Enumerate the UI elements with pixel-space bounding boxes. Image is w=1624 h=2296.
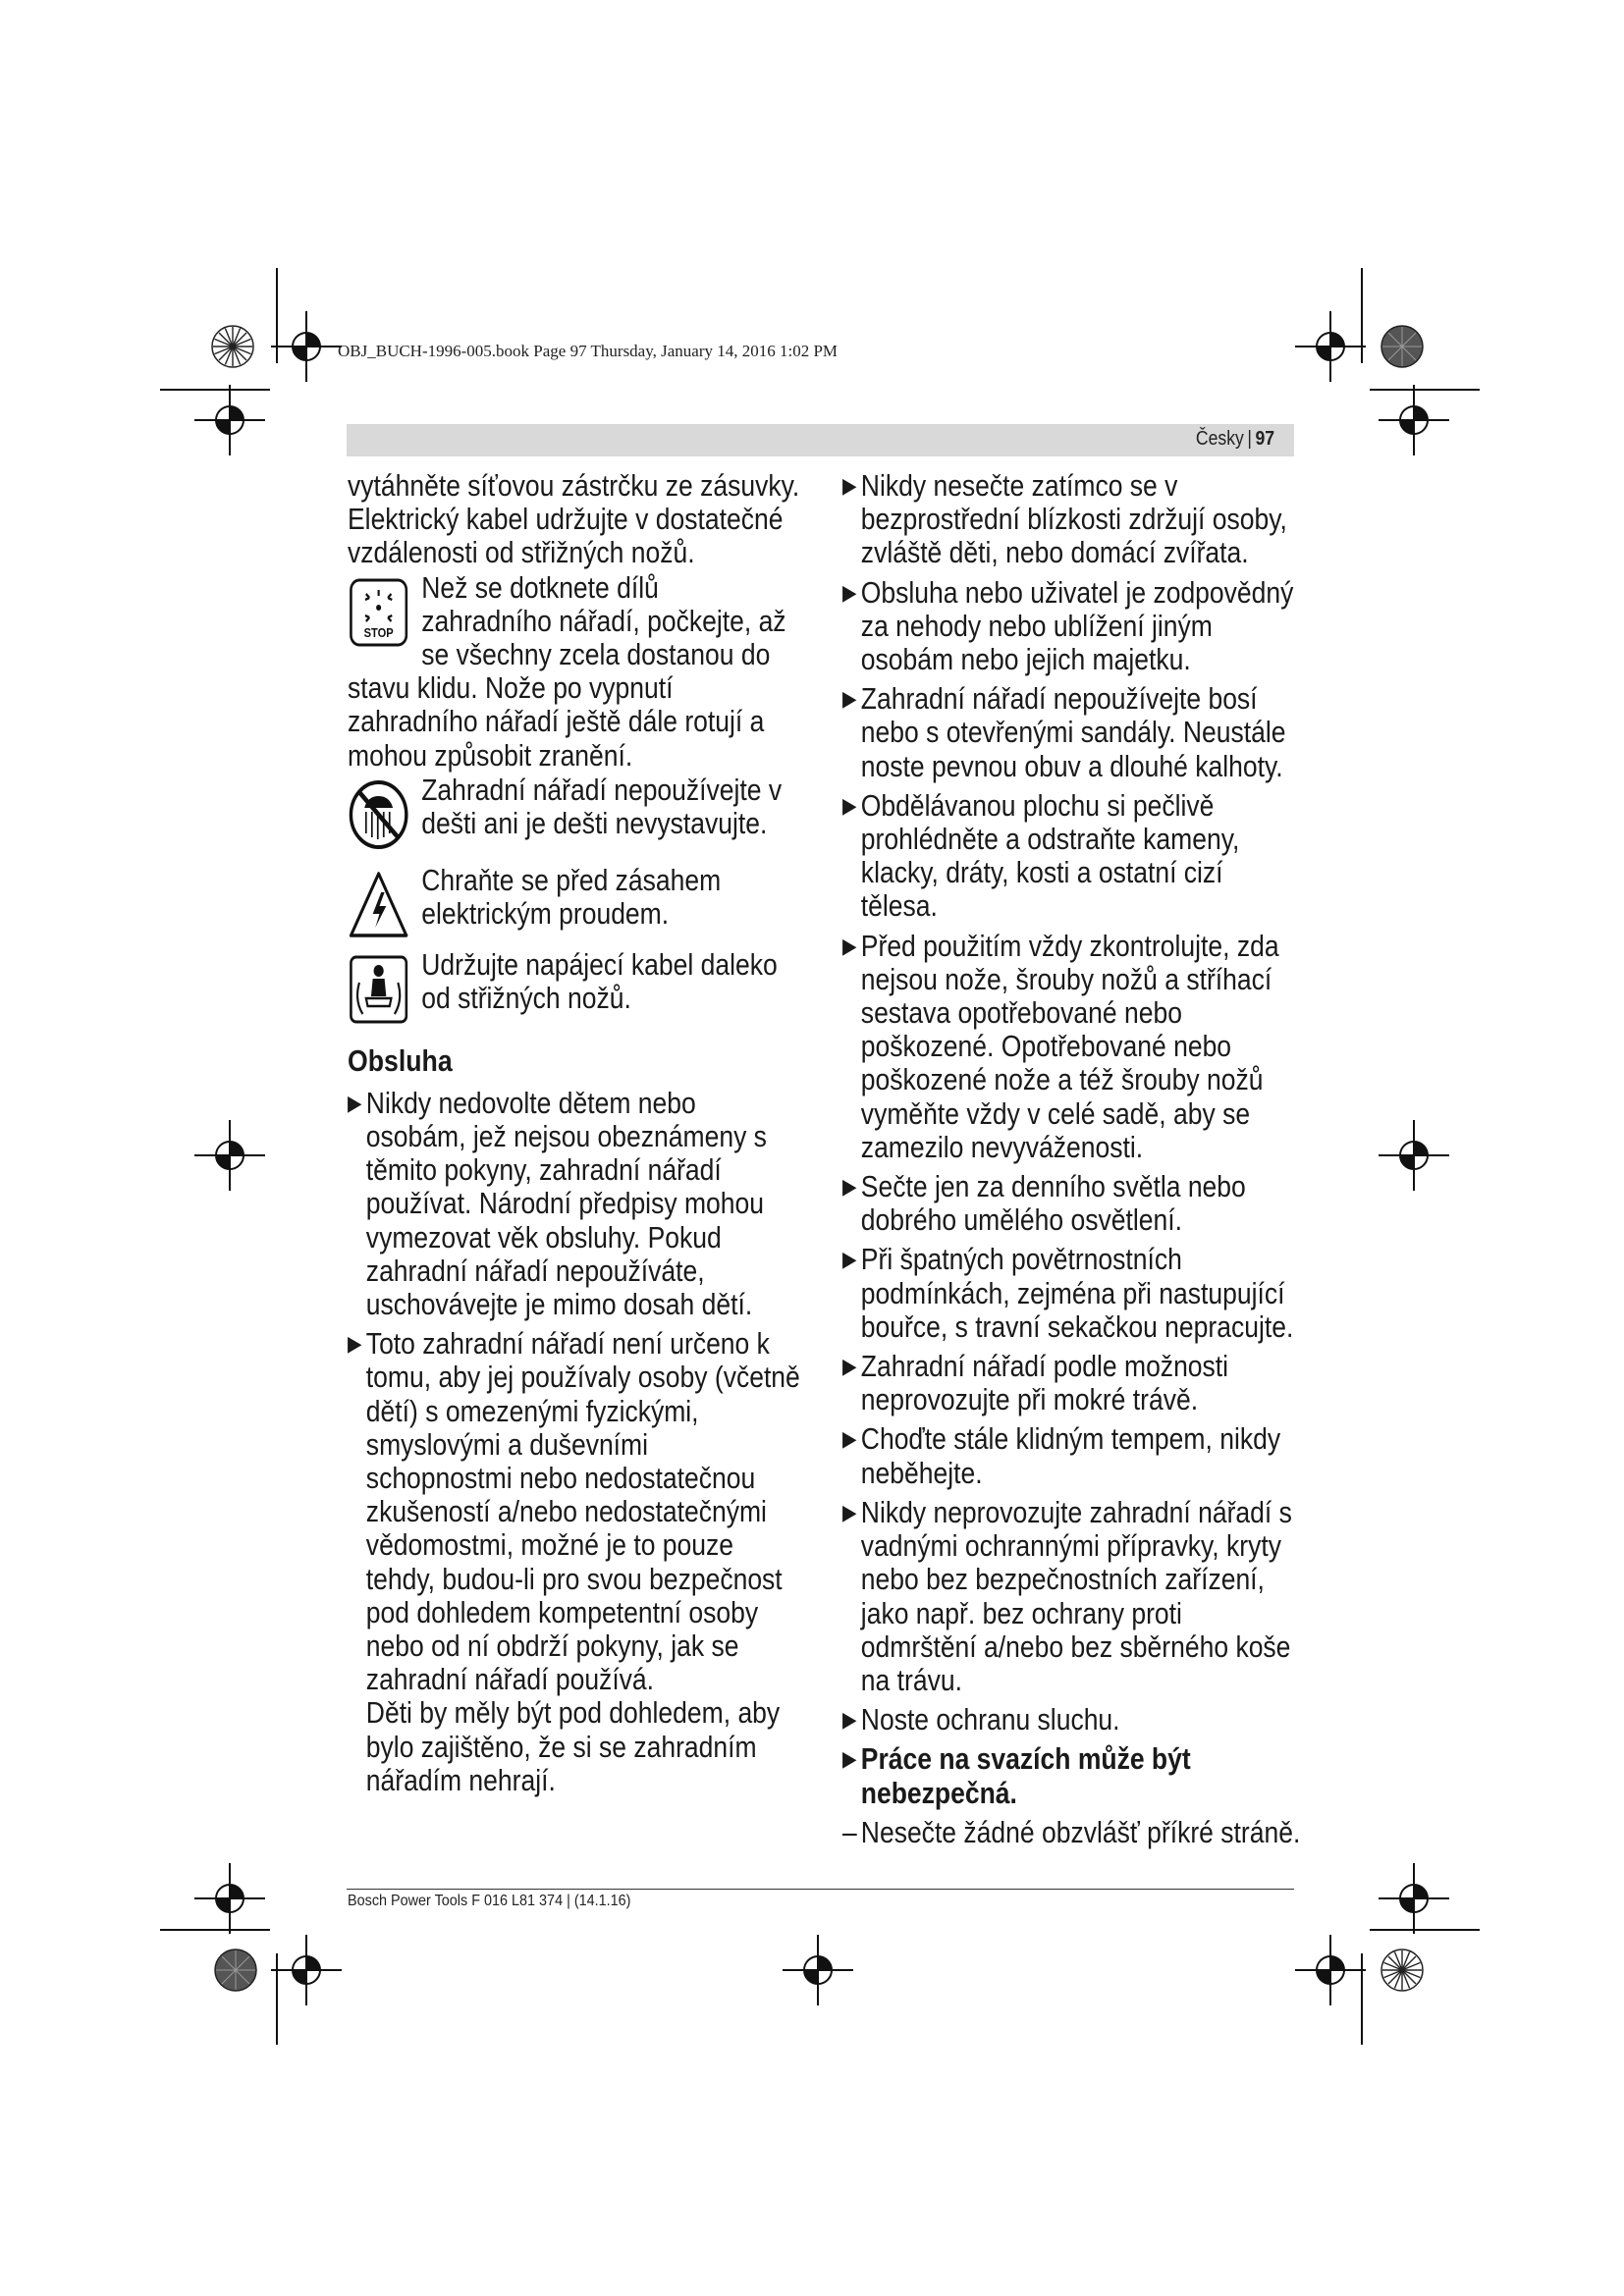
bullet-line: na trávu. (860, 1662, 962, 1697)
bullet-line: Sečte jen za denního světla nebo (860, 1169, 1246, 1204)
bullet-item (842, 789, 1304, 924)
bullet-line: vyměňte vždy v celé sadě, aby se (860, 1095, 1251, 1131)
bullet-line: Choďte stále klidným tempem, nikdy (860, 1421, 1281, 1457)
cable-away-from-blades-icon (348, 953, 409, 1026)
bullet-line: neběhejte. (860, 1455, 983, 1490)
bullet-text (861, 1422, 1304, 1489)
footer-rule (347, 1889, 1294, 1890)
shock-notice-text (421, 864, 809, 941)
bullet-line: nejsou nože, šrouby nožů a stříhací (860, 961, 1272, 996)
stop-notice (348, 569, 809, 672)
header-language: Česky (1195, 428, 1244, 450)
bullet-line: nářadím nehrají. (365, 1762, 556, 1797)
bullet-line: jako např. bez ochrany proti (860, 1595, 1182, 1630)
bullet-marker: ▶ (842, 1426, 857, 1452)
bullet-line: nebo bez bezpečnostních zařízení, (860, 1562, 1265, 1597)
bullet-item (348, 1327, 809, 1797)
bullet-line: Nikdy nedovolte dětem nebo (365, 1085, 696, 1120)
bullet-line: bezprostřední blízkosti zdržují osoby, (860, 502, 1287, 537)
bullet-marker: ▶ (842, 686, 857, 712)
bullet-marker: ▶ (842, 1499, 857, 1524)
bullet-item (842, 1703, 1304, 1736)
intro-line: vytáhněte síťovou zástrčku ze zásuvky. (348, 468, 800, 503)
bullet-text (861, 1703, 1304, 1736)
bullet-line: Obdělávanou plochu si pečlivě (860, 787, 1215, 823)
left-column (348, 469, 809, 1803)
bullet-line: zahradní nářadí nepoužíváte, (365, 1253, 705, 1288)
bullet-marker: ▶ (348, 1331, 362, 1357)
dash-marker: – (842, 1814, 857, 1849)
bullet-item (842, 1422, 1304, 1489)
print-slug-line: OBJ_BUCH-1996-005.book Page 97 Thursday, January 14, 2016 1:02 PM (338, 342, 839, 360)
rain-notice (348, 772, 809, 851)
bullet-line: Před použitím vždy zkontrolujte, zda (860, 928, 1279, 963)
bullet-line: klacky, dráty, kosti a ostatní cizí tělesa. (860, 855, 1223, 924)
bullet-line: Práce na svazích může být (860, 1741, 1191, 1777)
bullet-line: sestava opotřebované nebo (860, 995, 1182, 1031)
bullet-line: prohlédněte a odstraňte kameny, (860, 822, 1240, 857)
bullet-line: těmito pokyny, zahradní nářadí (365, 1152, 722, 1188)
stop-notice-continuation: mohou způsobit zranění. (348, 737, 633, 773)
bullet-line: uschovávejte je mimo dosah dětí. (365, 1287, 753, 1322)
header-label (1196, 428, 1274, 451)
bullet-marker: ▶ (842, 933, 857, 958)
bullet-item (842, 1742, 1304, 1809)
page-number: 97 (1255, 428, 1274, 450)
bullet-line: Obsluha nebo uživatel je zodpovědný (860, 574, 1294, 610)
bullet-line: dětí) s omezenými fyzickými, (365, 1393, 699, 1428)
bullet-line: používat. Národní předpisy mohou (365, 1186, 764, 1221)
bullet-line: zkušeností a/nebo nedostatečnými (365, 1494, 767, 1529)
left-bullets-text (348, 1087, 809, 1797)
cable-notice-line: od střižných nožů. (421, 981, 631, 1016)
bullet-item (842, 576, 1304, 677)
bullet-text (861, 1742, 1304, 1809)
no-rain-icon (348, 778, 409, 851)
bullet-text (366, 1087, 809, 1321)
bullet-text (861, 1170, 1304, 1237)
bullet-line: bouřce, s travní sekačkou nepracujte. (860, 1308, 1294, 1344)
bullet-marker: ▶ (842, 1247, 857, 1272)
bullet-line: neprovozujte při mokré trávě. (860, 1382, 1199, 1417)
shock-notice-line: Chraňte se před zásahem (421, 862, 722, 897)
cable-notice-text (421, 948, 809, 1026)
bullet-item (842, 1170, 1304, 1237)
bullet-line: noste pevnou obuv a dlouhé kalhoty. (860, 748, 1283, 783)
bullet-text (861, 576, 1304, 677)
bullet-line: Při špatných povětrnostních (860, 1242, 1182, 1277)
bullet-line: poškozené nože a též šrouby nožů (860, 1062, 1264, 1097)
bullet-text (366, 1327, 809, 1797)
stop-notice-continuation: stavu klidu. Nože po vypnutí (348, 670, 674, 706)
bullet-line: nebezpečná. (860, 1775, 1017, 1810)
stop-notice-line: se všechny zcela dostanou do (421, 637, 771, 672)
stop-notice-continuation: zahradního nářadí ještě dále rotují a (348, 704, 765, 739)
dash-item-text: Nesečte žádné obzvlášť příkré stráně. (860, 1814, 1301, 1849)
cable-notice (348, 946, 809, 1026)
electric-shock-warning-icon (348, 869, 409, 941)
bullet-line: osobám nebo jejich majetku. (860, 642, 1191, 677)
bullet-text (861, 1243, 1304, 1344)
left-bullet-list (348, 1087, 809, 1797)
rain-notice-text (421, 774, 809, 851)
bullet-line: dobrého umělého osvětlení. (860, 1202, 1182, 1238)
bullet-text (861, 930, 1304, 1164)
bullet-text (861, 682, 1304, 783)
bullet-line: osobám, jež nejsou obeznámeny s (365, 1119, 767, 1154)
intro-line: Elektrický kabel udržujte v dostatečné (348, 502, 784, 537)
bullet-line: podmínkách, zejména při nastupující (860, 1275, 1285, 1310)
bullet-line: smyslovými a duševními (365, 1426, 649, 1462)
stop-wait-icon (348, 576, 409, 649)
bullet-line: nebo od ní obdrží pokyny, jak se (365, 1629, 739, 1664)
bullet-line: za nehody nebo ublížení jiným (860, 608, 1213, 643)
right-bullet-list (842, 469, 1304, 1810)
bullet-line: vymezovat věk obsluhy. Pokud (365, 1219, 722, 1255)
bullet-line: vadnými ochrannými přípravky, kryty (860, 1528, 1281, 1564)
bullet-item (842, 469, 1304, 570)
bullet-line: zahradní nářadí používá. (365, 1662, 655, 1697)
bullet-line: Děti by měly být pod dohledem, aby (365, 1695, 781, 1731)
bullet-item (842, 1350, 1304, 1416)
bullet-line: Zahradní nářadí podle možnosti (860, 1349, 1229, 1384)
bullet-line: bylo zajištěno, že si se zahradním (365, 1729, 757, 1764)
intro-line: vzdálenosti od střižných nožů. (348, 535, 695, 570)
bullet-item (842, 930, 1304, 1164)
bullet-line: Noste ochranu sluchu. (860, 1702, 1120, 1737)
bullet-marker: ▶ (842, 792, 857, 818)
bullet-text (861, 1350, 1304, 1416)
left-column-text (348, 469, 809, 1026)
bullet-item (842, 1243, 1304, 1344)
bullet-marker: ▶ (842, 1746, 857, 1772)
bullet-line: Zahradní nářadí nepoužívejte bosí (860, 681, 1258, 717)
right-column-text (842, 469, 1304, 1849)
shock-notice (348, 862, 809, 941)
bullet-line: Nikdy neprovozujte zahradní nářadí s (860, 1494, 1292, 1529)
bullet-line: zamezilo nevyváženosti. (860, 1129, 1144, 1164)
bullet-line: odmrštění a/nebo bez sběrného koše (860, 1629, 1291, 1664)
bullet-text (861, 789, 1304, 924)
bullet-item (842, 1496, 1304, 1697)
bullet-item (348, 1087, 809, 1321)
bullet-item (842, 682, 1304, 783)
section-heading-obsluha: Obsluha (348, 1042, 453, 1078)
svg-text:STOP: STOP (363, 624, 394, 640)
bullet-marker: ▶ (842, 1707, 857, 1733)
bullet-line: Nikdy nesečte zatímco se v (860, 468, 1178, 503)
stop-notice-line: Než se dotknete dílů (421, 569, 659, 605)
bullet-line: pod dohledem kompetentní osoby (365, 1594, 759, 1629)
bullet-line: tomu, aby jej používaly osoby (včetně (365, 1360, 800, 1395)
bullet-line: Toto zahradní nářadí není určeno k (365, 1326, 770, 1362)
bullet-line: poškozené. Opotřebované nebo (860, 1029, 1232, 1064)
bullet-marker: ▶ (842, 579, 857, 605)
page-footer: Bosch Power Tools F 016 L81 374 | (14.1.16) (348, 1893, 631, 1909)
bullet-line: nebo s otevřenými sandály. Neustále (860, 715, 1286, 750)
shock-notice-line: elektrickým proudem. (421, 896, 670, 932)
bullet-marker: ▶ (348, 1090, 362, 1115)
bullet-line: vědomostmi, možné je to pouze (365, 1527, 734, 1563)
cable-notice-line: Udržujte napájecí kabel daleko (421, 946, 778, 982)
stop-notice-text (421, 571, 809, 672)
bullet-marker: ▶ (842, 1174, 857, 1200)
stop-notice-line: zahradního nářadí, počkejte, až (421, 603, 786, 638)
page-header (347, 424, 1294, 456)
bullet-text (861, 469, 1304, 570)
right-column (842, 469, 1304, 1849)
rain-notice-line: Zahradní nářadí nepoužívejte v (421, 772, 783, 807)
header-separator: | (1247, 428, 1252, 450)
bullet-line: schopnostmi nebo nedostatečnou (365, 1461, 756, 1496)
bullet-marker: ▶ (842, 1354, 857, 1379)
bullet-marker: ▶ (842, 473, 857, 498)
dash-item (842, 1816, 1304, 1849)
rain-notice-line: dešti ani je dešti nevystavujte. (421, 806, 768, 841)
bullet-line: zvláště děti, nebo domácí zvířata. (860, 535, 1249, 570)
bullet-line: tehdy, budou-li pro svou bezpečnost (365, 1561, 783, 1596)
bullet-text (861, 1496, 1304, 1697)
